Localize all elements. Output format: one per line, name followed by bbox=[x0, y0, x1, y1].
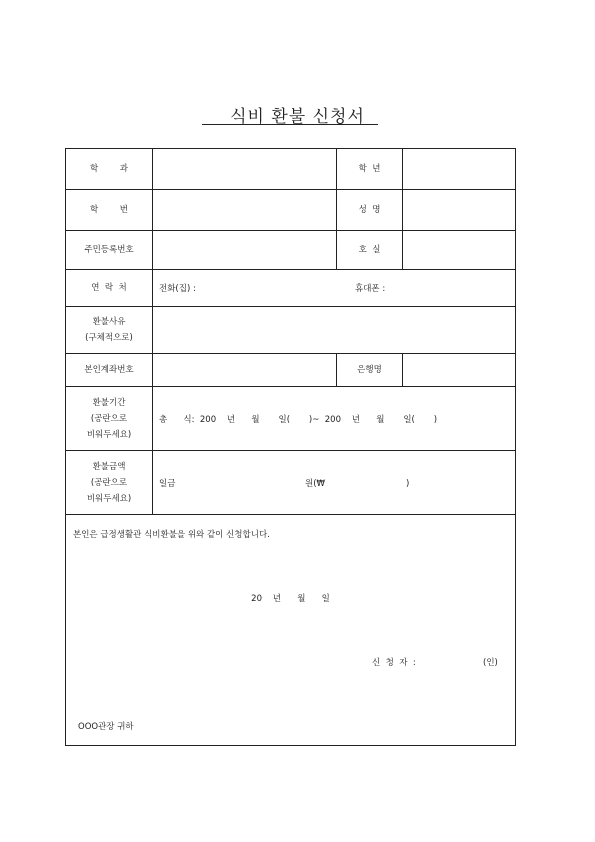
dept-label: 학 과 bbox=[66, 149, 153, 190]
name-field[interactable] bbox=[403, 190, 516, 231]
seal-mark: (인) bbox=[483, 658, 498, 668]
amount-field[interactable] bbox=[153, 451, 516, 515]
period-label: 환불기간 (공란으로 비워두세요) bbox=[66, 387, 153, 451]
applicant-label: 신 청 자 : bbox=[372, 658, 416, 668]
amount-won-label: 원(₩ ) bbox=[305, 478, 410, 489]
row-declaration bbox=[66, 515, 516, 746]
student-no-label: 학 번 bbox=[66, 190, 153, 231]
row-amount bbox=[66, 451, 516, 515]
dept-field[interactable] bbox=[153, 149, 337, 190]
declaration-box bbox=[66, 515, 516, 746]
declaration-statement: 본인은 급정생활관 식비환불을 위와 같이 신청합니다. bbox=[73, 530, 270, 540]
row-reason bbox=[66, 307, 516, 354]
amount-words-label: 일금 bbox=[159, 478, 176, 489]
grade-label: 학 년 bbox=[337, 149, 403, 190]
reason-label: 환불사유 (구체적으로) bbox=[66, 307, 153, 354]
period-value: 총 식: 200 년 월 일( )~ 200 년 월 일( ) bbox=[159, 414, 438, 425]
grade-field[interactable] bbox=[403, 149, 516, 190]
row-rrn bbox=[66, 231, 516, 270]
contact-label: 연 락 처 bbox=[66, 270, 153, 307]
rrn-field[interactable] bbox=[153, 231, 337, 270]
document-title: 식비 환불 신청서 bbox=[230, 107, 365, 127]
row-department bbox=[66, 149, 516, 190]
home-phone-label: 전화(집) : bbox=[159, 284, 196, 294]
room-label: 호 실 bbox=[337, 231, 403, 270]
room-field[interactable] bbox=[403, 231, 516, 270]
application-date[interactable]: 20 년 월 일 bbox=[251, 594, 330, 604]
rrn-label: 주민등록번호 bbox=[66, 231, 153, 270]
addressee: OOO관장 귀하 bbox=[78, 722, 134, 732]
bank-label: 은행명 bbox=[337, 354, 403, 387]
reason-field[interactable] bbox=[153, 307, 516, 354]
row-contact bbox=[66, 270, 516, 307]
row-period bbox=[66, 387, 516, 451]
refund-application-form bbox=[65, 148, 516, 746]
mobile-phone-label: 휴대폰 : bbox=[355, 284, 386, 294]
student-no-field[interactable] bbox=[153, 190, 337, 231]
contact-field[interactable] bbox=[153, 270, 516, 307]
name-label: 성 명 bbox=[337, 190, 403, 231]
amount-label: 환불금액 (공란으로 비워두세요) bbox=[66, 451, 153, 515]
period-field[interactable] bbox=[153, 387, 516, 451]
row-student-no bbox=[66, 190, 516, 231]
row-account bbox=[66, 354, 516, 387]
title-underline bbox=[202, 124, 378, 125]
account-field[interactable] bbox=[153, 354, 337, 387]
bank-field[interactable] bbox=[403, 354, 516, 387]
account-label: 본인계좌번호 bbox=[66, 354, 153, 387]
